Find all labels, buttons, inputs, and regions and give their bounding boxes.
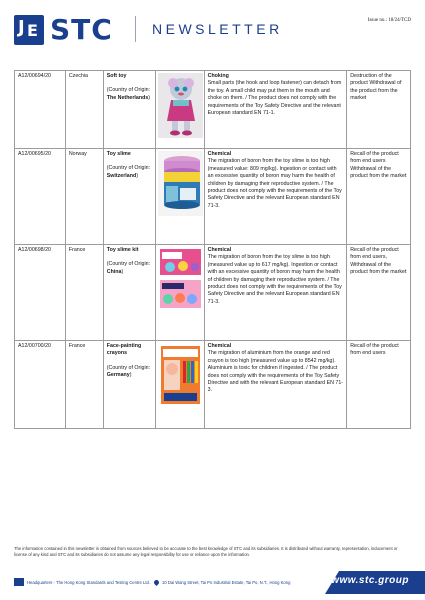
- product-image-cell: [156, 149, 205, 244]
- product-cell: [104, 245, 156, 340]
- table-row: [15, 71, 411, 149]
- measures-cell: Recall of the product from end users, Withdrawal of the product from the market: [347, 245, 411, 340]
- page-footer: [0, 571, 425, 600]
- newsletter-header: [0, 0, 425, 56]
- hazard-cell: [205, 149, 348, 244]
- hazard-type: Chemical: [207, 247, 232, 253]
- origin-country: China: [106, 268, 122, 275]
- notifying-country-cell: Norway: [66, 149, 104, 244]
- hazard-description: The migration of boron from the toy slime is too high (measured value: 809 mg/kg). Ingestion or contact with an excessive quantity of boron may harm the health of children by damaging their reproductive system. / The product does not comply with the requirements of the Toy Safety Directive and the relevant European standard EN 71-3.: [207, 158, 342, 209]
- hazard-type: Chemical: [207, 151, 232, 157]
- product-cell: [104, 149, 156, 244]
- hazard-cell: [205, 71, 348, 148]
- stc-logo-mark-icon: J E: [14, 15, 44, 45]
- table-row: [15, 341, 411, 429]
- origin-country: Switzerland: [106, 172, 137, 179]
- notifying-country-cell: France: [66, 245, 104, 340]
- toy-slime-kit-image: [158, 247, 203, 312]
- header-divider: [135, 16, 136, 42]
- notifying-country-cell: France: [66, 341, 104, 428]
- product-image-cell: [156, 71, 205, 148]
- hazard-cell: [205, 341, 348, 428]
- origin-country: The Netherlands: [106, 94, 149, 101]
- table-row: [15, 245, 411, 341]
- location-pin-icon: [153, 578, 160, 585]
- product-origin: (Country of Origin: The Netherlands): [106, 87, 151, 101]
- headquarters-address: 10 Dai Wang Street, Tai Po Industrial Estate, Tai Po, N.T., Hong Kong: [162, 579, 291, 585]
- hazard-type: Choking: [207, 73, 229, 79]
- product-origin: (Country of Origin: Switzerland): [106, 165, 151, 179]
- toy-slime-image: [158, 151, 203, 216]
- face-painting-crayons-image: [158, 343, 203, 408]
- product-name: Soft toy: [106, 73, 127, 79]
- product-image-cell: [156, 245, 205, 340]
- disclaimer-text: The information contained in this newsletter is obtained from sources believed to be accurate to the best knowledge of STC and its subsidiaries. It is distributed without warranty, representation, inducement or license of any kind and STC and its subsidiaries do not assume any legal responsibility for use or reliance upon the information.: [14, 546, 398, 557]
- stc-logo-text: STC: [50, 13, 113, 46]
- measures-cell: Destruction of the product Withdrawal of the product from the market: [347, 71, 411, 148]
- headquarters-info: [14, 576, 290, 588]
- soft-toy-image: [158, 73, 203, 138]
- hazard-type: Chemical: [207, 343, 232, 349]
- hazard-description: Small parts (the hook and loop fastener) can detach from the toy. A small child may put them in the mouth and choke on them. / The product does not comply with the requirements of the Toy Safety Directive and the relevant European standard EN 71-1.: [207, 80, 342, 117]
- product-origin: (Country of Origin: Germany): [106, 364, 151, 379]
- stc-footer-logo-icon: [14, 578, 24, 586]
- newsletter-title: NEWSLETTER: [152, 21, 283, 37]
- product-cell: [104, 71, 156, 148]
- product-alert-table: [14, 70, 411, 429]
- headquarters-label: Headquarters - The Hong Kong Standards and Testing Centre Ltd.: [27, 579, 150, 585]
- product-cell: [104, 341, 156, 428]
- product-origin: (Country of Origin: China): [106, 261, 151, 275]
- hazard-cell: [205, 245, 348, 340]
- origin-country: Germany: [106, 372, 130, 379]
- hazard-description: The migration of aluminium from the orange and red crayon is too high (measured value up to 8542 mg/kg). Aluminium is toxic for children if ingested. / The product does not comply with the requirements of the Toy Safety Directive and with the relevant European standard EN 71-3.: [207, 350, 344, 394]
- product-name: Face-painting crayons: [106, 343, 142, 357]
- hazard-description: The migration of boron from the toy slime is too high (measured value up to 617 mg/kg). Ingestion or contact with an excessive quantity of boron may harm the health of children by damaging their reproductive system. / The product does not comply with the requirements of the Toy Safety Directive and the relevant European standard EN 71-3.: [207, 254, 342, 305]
- product-name: Toy slime kit: [106, 247, 139, 253]
- measures-cell: Recall of the product from end users: [347, 341, 411, 428]
- reference-cell: A12/00698/20: [15, 245, 66, 340]
- reference-cell: A12/00700/20: [15, 341, 66, 428]
- notifying-country-cell: Czechia: [66, 71, 104, 148]
- reference-cell: A12/00695/20: [15, 149, 66, 244]
- website-link[interactable]: www.stc.group: [331, 575, 409, 586]
- reference-cell: A12/00694/20: [15, 71, 66, 148]
- product-name: Toy slime: [106, 151, 131, 157]
- stc-logo: [14, 15, 124, 47]
- table-row: [15, 149, 411, 245]
- measures-cell: Recall of the product from end users Withdrawal of the product from the market: [347, 149, 411, 244]
- issue-number: Issue no.: 18/24/TCD: [367, 18, 411, 23]
- product-image-cell: [156, 341, 205, 428]
